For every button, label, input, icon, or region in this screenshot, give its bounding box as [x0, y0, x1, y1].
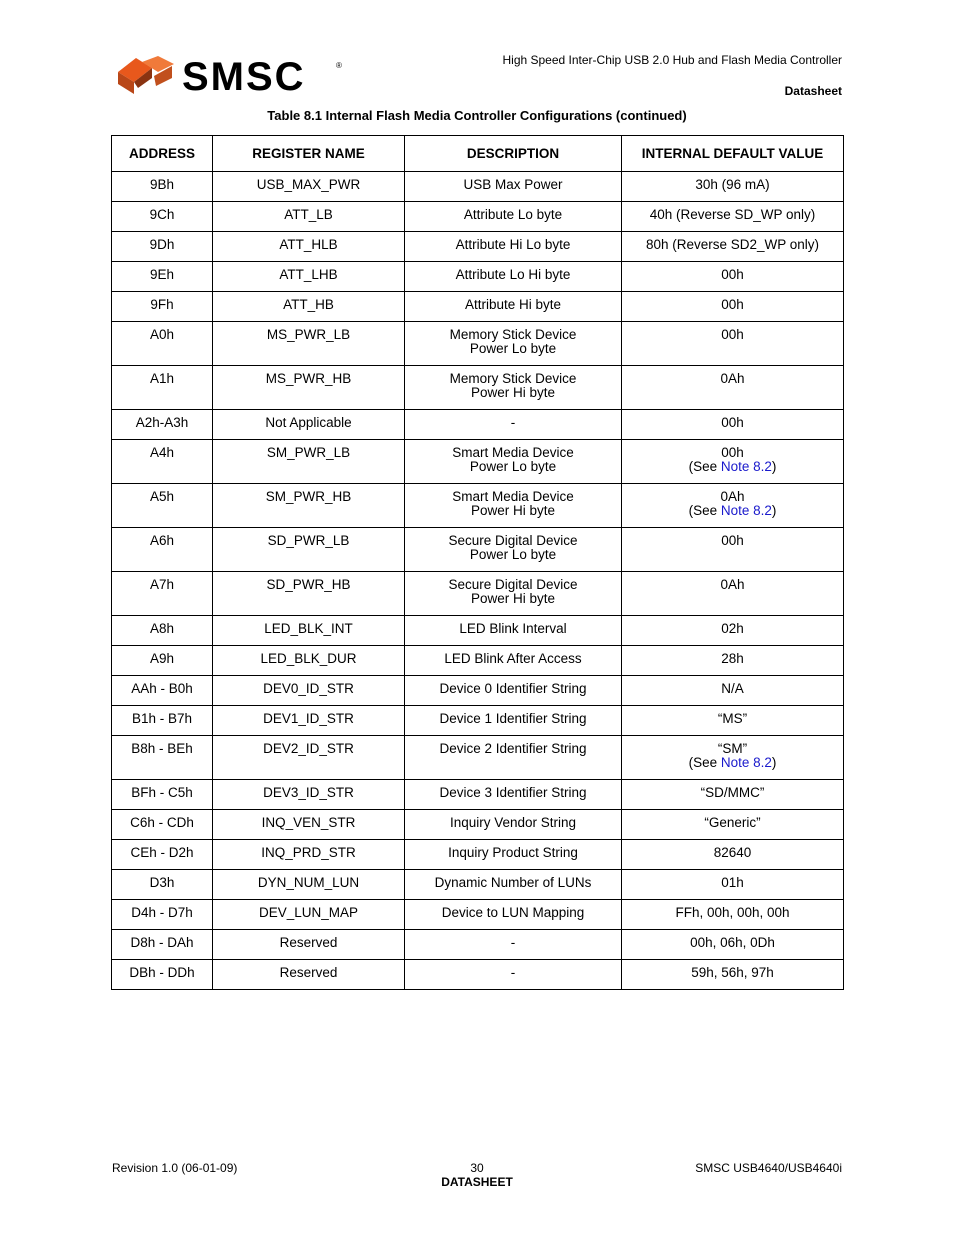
table-row [112, 202, 844, 232]
address-text: 9Eh [149, 267, 175, 282]
address-text: A5h [149, 489, 175, 504]
default-value-text: 00h [721, 445, 744, 460]
register-name-text: Reserved [279, 965, 338, 980]
register-name-text: Reserved [279, 935, 338, 950]
cell-description [405, 900, 622, 930]
table-row [112, 646, 844, 676]
cell-register-name [213, 528, 405, 572]
cell-description [405, 410, 622, 440]
default-value-text: FFh, 00h, 00h, 00h [675, 905, 790, 920]
document-title: High Speed Inter-Chip USB 2.0 Hub and Flash Media Controller [502, 53, 842, 67]
note-prefix: (See [688, 755, 721, 770]
description-text: Smart Media Device [452, 489, 574, 504]
default-value-text: “Generic” [704, 815, 761, 830]
description-text: - [510, 965, 516, 980]
address-text: A9h [149, 651, 175, 666]
cell-default-value [622, 262, 844, 292]
cell-default-value [622, 930, 844, 960]
cell-description [405, 322, 622, 366]
description-text: Dynamic Number of LUNs [434, 875, 592, 890]
cell-register-name [213, 960, 405, 990]
cell-address [112, 870, 213, 900]
table-row [112, 900, 844, 930]
cell-register-name [213, 410, 405, 440]
description-text: LED Blink Interval [459, 621, 567, 636]
cell-default-value [622, 646, 844, 676]
note-prefix: (See [688, 459, 721, 474]
cell-address [112, 172, 213, 202]
table-row [112, 616, 844, 646]
cell-default-value [622, 172, 844, 202]
cell-register-name [213, 484, 405, 528]
table-row [112, 172, 844, 202]
cell-address [112, 572, 213, 616]
description-text: Memory Stick Device [449, 371, 577, 386]
table-row [112, 322, 844, 366]
register-name-text: DYN_NUM_LUN [257, 875, 360, 890]
address-text: A6h [149, 533, 175, 548]
register-name-text: DEV2_ID_STR [263, 741, 354, 756]
table-row [112, 262, 844, 292]
cell-address [112, 616, 213, 646]
table-row [112, 366, 844, 410]
table-row [112, 960, 844, 990]
address-text: D3h [149, 875, 175, 890]
register-name-text: INQ_VEN_STR [261, 815, 356, 830]
cell-register-name [213, 616, 405, 646]
table-row [112, 676, 844, 706]
default-value-text: “MS” [717, 711, 748, 726]
col-header-default-value: INTERNAL DEFAULT VALUE [622, 136, 844, 172]
table-row [112, 292, 844, 322]
cell-register-name [213, 900, 405, 930]
col-header-register-name: REGISTER NAME [213, 136, 405, 172]
cell-default-value [622, 440, 844, 484]
register-name-text: Not Applicable [265, 415, 352, 430]
cell-address [112, 930, 213, 960]
cell-address [112, 900, 213, 930]
cell-default-value [622, 232, 844, 262]
document-subtitle: Datasheet [784, 84, 842, 98]
address-text: 9Fh [150, 297, 174, 312]
cell-default-value [622, 410, 844, 440]
note-reference [626, 504, 839, 518]
cell-address [112, 322, 213, 366]
cell-default-value [622, 616, 844, 646]
cell-description [405, 870, 622, 900]
description-text: Attribute Hi byte [464, 297, 562, 312]
default-value-text: 00h [721, 327, 744, 342]
register-name-text: SD_PWR_HB [266, 577, 351, 592]
address-text: 9Dh [149, 237, 175, 252]
note-reference [626, 756, 839, 770]
register-name-text: DEV0_ID_STR [263, 681, 354, 696]
description-text: Power Hi byte [470, 503, 556, 518]
note-link[interactable]: Note 8.2 [720, 503, 772, 518]
table-row [112, 840, 844, 870]
cell-description [405, 736, 622, 780]
cell-register-name [213, 262, 405, 292]
cell-address [112, 676, 213, 706]
default-value-text: 0Ah [720, 489, 745, 504]
cell-description [405, 172, 622, 202]
cell-address [112, 292, 213, 322]
description-text: Attribute Lo byte [463, 207, 563, 222]
cell-description [405, 930, 622, 960]
note-reference [626, 460, 839, 474]
table-row [112, 706, 844, 736]
cell-default-value [622, 960, 844, 990]
cell-address [112, 232, 213, 262]
cell-register-name [213, 292, 405, 322]
cell-description [405, 528, 622, 572]
register-name-text: SM_PWR_LB [266, 445, 351, 460]
logo-mark-icon [118, 56, 174, 94]
default-value-text: “SD/MMC” [700, 785, 765, 800]
address-text: B1h - B7h [131, 711, 193, 726]
address-text: 9Ch [149, 207, 175, 222]
cell-register-name [213, 870, 405, 900]
cell-default-value [622, 810, 844, 840]
table-row [112, 232, 844, 262]
cell-description [405, 960, 622, 990]
address-text: D8h - DAh [130, 935, 194, 950]
cell-address [112, 810, 213, 840]
cell-default-value [622, 528, 844, 572]
default-value-text: 0Ah [720, 371, 745, 386]
cell-register-name [213, 232, 405, 262]
note-link[interactable]: Note 8.2 [720, 755, 772, 770]
default-value-text: 30h (96 mA) [695, 177, 770, 192]
cell-description [405, 676, 622, 706]
description-text: Power Lo byte [469, 459, 557, 474]
cell-register-name [213, 322, 405, 366]
cell-address [112, 410, 213, 440]
default-value-text: N/A [721, 681, 744, 696]
cell-register-name [213, 840, 405, 870]
table-row [112, 410, 844, 440]
note-suffix: ) [771, 755, 777, 770]
default-value-text: 00h, 06h, 0Dh [690, 935, 775, 950]
table-row [112, 780, 844, 810]
table-row [112, 572, 844, 616]
cell-address [112, 440, 213, 484]
footer-product: SMSC USB4640/USB4640i [695, 1161, 842, 1175]
cell-address [112, 366, 213, 410]
note-suffix: ) [771, 459, 777, 474]
config-table [111, 135, 844, 990]
address-text: AAh - B0h [131, 681, 193, 696]
default-value-text: 40h (Reverse SD_WP only) [649, 207, 816, 222]
description-text: Power Lo byte [469, 547, 557, 562]
register-name-text: LED_BLK_INT [264, 621, 353, 636]
description-text: Power Lo byte [469, 341, 557, 356]
smsc-logo [114, 54, 346, 98]
description-text: LED Blink After Access [444, 651, 582, 666]
cell-description [405, 572, 622, 616]
cell-description [405, 810, 622, 840]
cell-description [405, 366, 622, 410]
cell-register-name [213, 780, 405, 810]
address-text: A7h [149, 577, 175, 592]
svg-text:®: ® [336, 61, 342, 70]
description-text: USB Max Power [463, 177, 563, 192]
cell-address [112, 840, 213, 870]
description-text: Device 1 Identifier String [439, 711, 587, 726]
cell-address [112, 780, 213, 810]
address-text: A4h [149, 445, 175, 460]
cell-register-name [213, 930, 405, 960]
table-row [112, 810, 844, 840]
table-row [112, 870, 844, 900]
register-name-text: ATT_HB [283, 297, 334, 312]
default-value-text: 80h (Reverse SD2_WP only) [645, 237, 820, 252]
table-row [112, 484, 844, 528]
cell-description [405, 484, 622, 528]
cell-register-name [213, 440, 405, 484]
cell-register-name [213, 202, 405, 232]
description-text: - [510, 935, 516, 950]
register-name-text: INQ_PRD_STR [261, 845, 356, 860]
address-text: A1h [149, 371, 175, 386]
cell-address [112, 736, 213, 780]
address-text: 9Bh [149, 177, 175, 192]
description-text: Attribute Lo Hi byte [455, 267, 571, 282]
register-name-text: ATT_LHB [279, 267, 338, 282]
address-text: B8h - BEh [131, 741, 193, 756]
description-text: Attribute Hi Lo byte [455, 237, 571, 252]
register-name-text: DEV3_ID_STR [263, 785, 354, 800]
cell-address [112, 706, 213, 736]
address-text: A0h [149, 327, 175, 342]
register-name-text: SD_PWR_LB [267, 533, 350, 548]
description-text: Device to LUN Mapping [441, 905, 585, 920]
default-value-text: 59h, 56h, 97h [691, 965, 774, 980]
default-value-text: 82640 [713, 845, 752, 860]
note-prefix: (See [688, 503, 721, 518]
cell-default-value [622, 202, 844, 232]
description-text: Device 3 Identifier String [439, 785, 587, 800]
cell-register-name [213, 366, 405, 410]
default-value-text: 0Ah [720, 577, 745, 592]
cell-description [405, 232, 622, 262]
register-name-text: SM_PWR_HB [265, 489, 352, 504]
cell-description [405, 202, 622, 232]
cell-default-value [622, 840, 844, 870]
description-text: Inquiry Vendor String [449, 815, 577, 830]
cell-description [405, 262, 622, 292]
address-text: CEh - D2h [130, 845, 194, 860]
address-text: D4h - D7h [131, 905, 193, 920]
register-name-text: DEV_LUN_MAP [258, 905, 359, 920]
cell-default-value [622, 676, 844, 706]
cell-address [112, 262, 213, 292]
cell-address [112, 528, 213, 572]
register-name-text: ATT_LB [284, 207, 333, 222]
table-row [112, 736, 844, 780]
cell-register-name [213, 172, 405, 202]
cell-register-name [213, 676, 405, 706]
table-row [112, 440, 844, 484]
cell-description [405, 646, 622, 676]
cell-default-value [622, 706, 844, 736]
address-text: A2h-A3h [135, 415, 189, 430]
note-suffix: ) [771, 503, 777, 518]
cell-default-value [622, 484, 844, 528]
register-name-text: ATT_HLB [279, 237, 338, 252]
footer-revision: Revision 1.0 (06-01-09) [112, 1161, 238, 1175]
cell-default-value [622, 780, 844, 810]
register-name-text: MS_PWR_HB [265, 371, 352, 386]
default-value-text: “SM” [717, 741, 748, 756]
cell-description [405, 706, 622, 736]
cell-register-name [213, 736, 405, 780]
default-value-text: 02h [721, 621, 744, 636]
description-text: Power Hi byte [470, 385, 556, 400]
cell-address [112, 646, 213, 676]
default-value-text: 01h [721, 875, 744, 890]
cell-register-name [213, 646, 405, 676]
cell-register-name [213, 706, 405, 736]
description-text: Secure Digital Device [448, 533, 578, 548]
description-text: Smart Media Device [452, 445, 574, 460]
default-value-text: 00h [721, 267, 744, 282]
table-row [112, 930, 844, 960]
description-text: Secure Digital Device [448, 577, 578, 592]
description-text: Device 0 Identifier String [439, 681, 587, 696]
cell-description [405, 292, 622, 322]
cell-register-name [213, 572, 405, 616]
cell-description [405, 616, 622, 646]
cell-default-value [622, 736, 844, 780]
default-value-text: 00h [721, 297, 744, 312]
address-text: A8h [149, 621, 175, 636]
footer-doc-type: DATASHEET [441, 1175, 513, 1189]
description-text: - [510, 415, 516, 430]
description-text: Power Hi byte [470, 591, 556, 606]
cell-address [112, 960, 213, 990]
default-value-text: 00h [721, 533, 744, 548]
cell-default-value [622, 900, 844, 930]
cell-default-value [622, 366, 844, 410]
description-text: Memory Stick Device [449, 327, 577, 342]
address-text: BFh - C5h [131, 785, 193, 800]
address-text: DBh - DDh [129, 965, 195, 980]
default-value-text: 00h [721, 415, 744, 430]
register-name-text: DEV1_ID_STR [263, 711, 354, 726]
cell-default-value [622, 870, 844, 900]
cell-default-value [622, 322, 844, 366]
description-text: Inquiry Product String [448, 845, 578, 860]
cell-description [405, 840, 622, 870]
col-header-description: DESCRIPTION [405, 136, 622, 172]
table-caption: Table 8.1 Internal Flash Media Controller Configurations (continued) [267, 108, 687, 123]
cell-register-name [213, 810, 405, 840]
register-name-text: LED_BLK_DUR [260, 651, 357, 666]
col-header-address: ADDRESS [112, 136, 213, 172]
address-text: C6h - CDh [130, 815, 194, 830]
register-name-text: USB_MAX_PWR [256, 177, 361, 192]
register-name-text: MS_PWR_LB [266, 327, 351, 342]
default-value-text: 28h [721, 651, 744, 666]
note-link[interactable]: Note 8.2 [720, 459, 772, 474]
footer-page-number: 30 [470, 1161, 484, 1175]
description-text: Device 2 Identifier String [439, 741, 587, 756]
cell-description [405, 440, 622, 484]
logo-text: SMSC [182, 55, 306, 98]
cell-description [405, 780, 622, 810]
table-row [112, 528, 844, 572]
cell-address [112, 202, 213, 232]
cell-default-value [622, 572, 844, 616]
cell-default-value [622, 292, 844, 322]
cell-address [112, 484, 213, 528]
table-header-row [112, 136, 844, 172]
